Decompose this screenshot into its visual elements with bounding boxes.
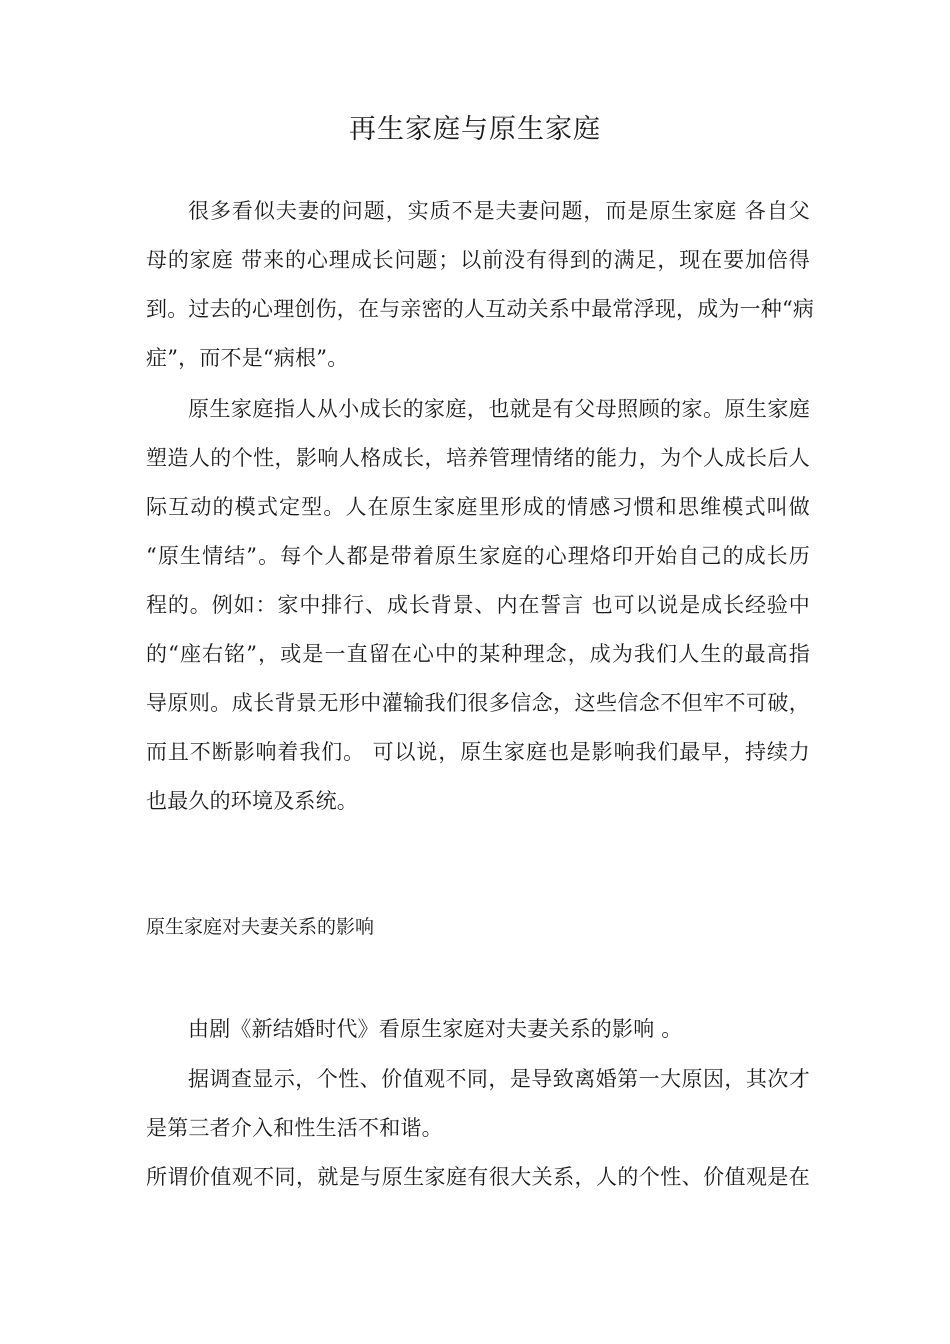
text-line: 很多看似夫妻的问题，实质不是夫妻问题，而是原生家庭 各自父 [188,199,810,223]
text-line: 是第三者介入和性生活不和谐。 [146,1116,443,1140]
text-line: 塑造人的个性，影响人格成长，培养管理情绪的能力，为个人成长后人 [146,446,810,470]
text-line: 母的家庭 带来的心理成长问题；以前没有得到的满足，现在要加倍得 [146,248,810,272]
text-line: 程的。例如：家中排行、成长背景、内在誓言 也可以说是成长经验中 [146,593,810,617]
text-line: “原生情结”。每个人都是带着原生家庭的心理烙印开始自己的成长历 [146,544,810,568]
text-line: 所谓价值观不同，就是与原生家庭有很大关系，人的个性、价值观是在 [146,1165,810,1189]
text-line: 症”，而不是“病根”。 [146,346,349,370]
text-line: 际互动的模式定型。人在原生家庭里形成的情感习惯和思维模式叫做 [146,495,810,519]
text-line: 据调查显示，个性、价值观不同，是导致离婚第一大原因，其次才 [188,1067,810,1091]
text-line: 到。过去的心理创伤，在与亲密的人互动关系中最常浮现，成为一种“病 [146,297,815,321]
text-line: 也最久的环境及系统。 [146,789,358,813]
text-line: 而且不断影响着我们。 可以说，原生家庭也是影响我们最早，持续力 [146,740,810,764]
text-line: 原生家庭指人从小成长的家庭，也就是有父母照顾的家。原生家庭 [188,397,810,421]
text-line: 的“座右铭”，或是一直留在心中的某种理念，成为我们人生的最高指 [146,642,810,666]
document-title: 再生家庭与原生家庭 [349,114,601,145]
text-line: 由剧《新结婚时代》看原生家庭对夫妻关系的影响 。 [188,1017,683,1041]
text-line: 导原则。成长背景无形中灌输我们很多信念，这些信念不但牢不可破， [146,691,810,715]
section-heading: 原生家庭对夫妻关系的影响 [146,916,375,938]
